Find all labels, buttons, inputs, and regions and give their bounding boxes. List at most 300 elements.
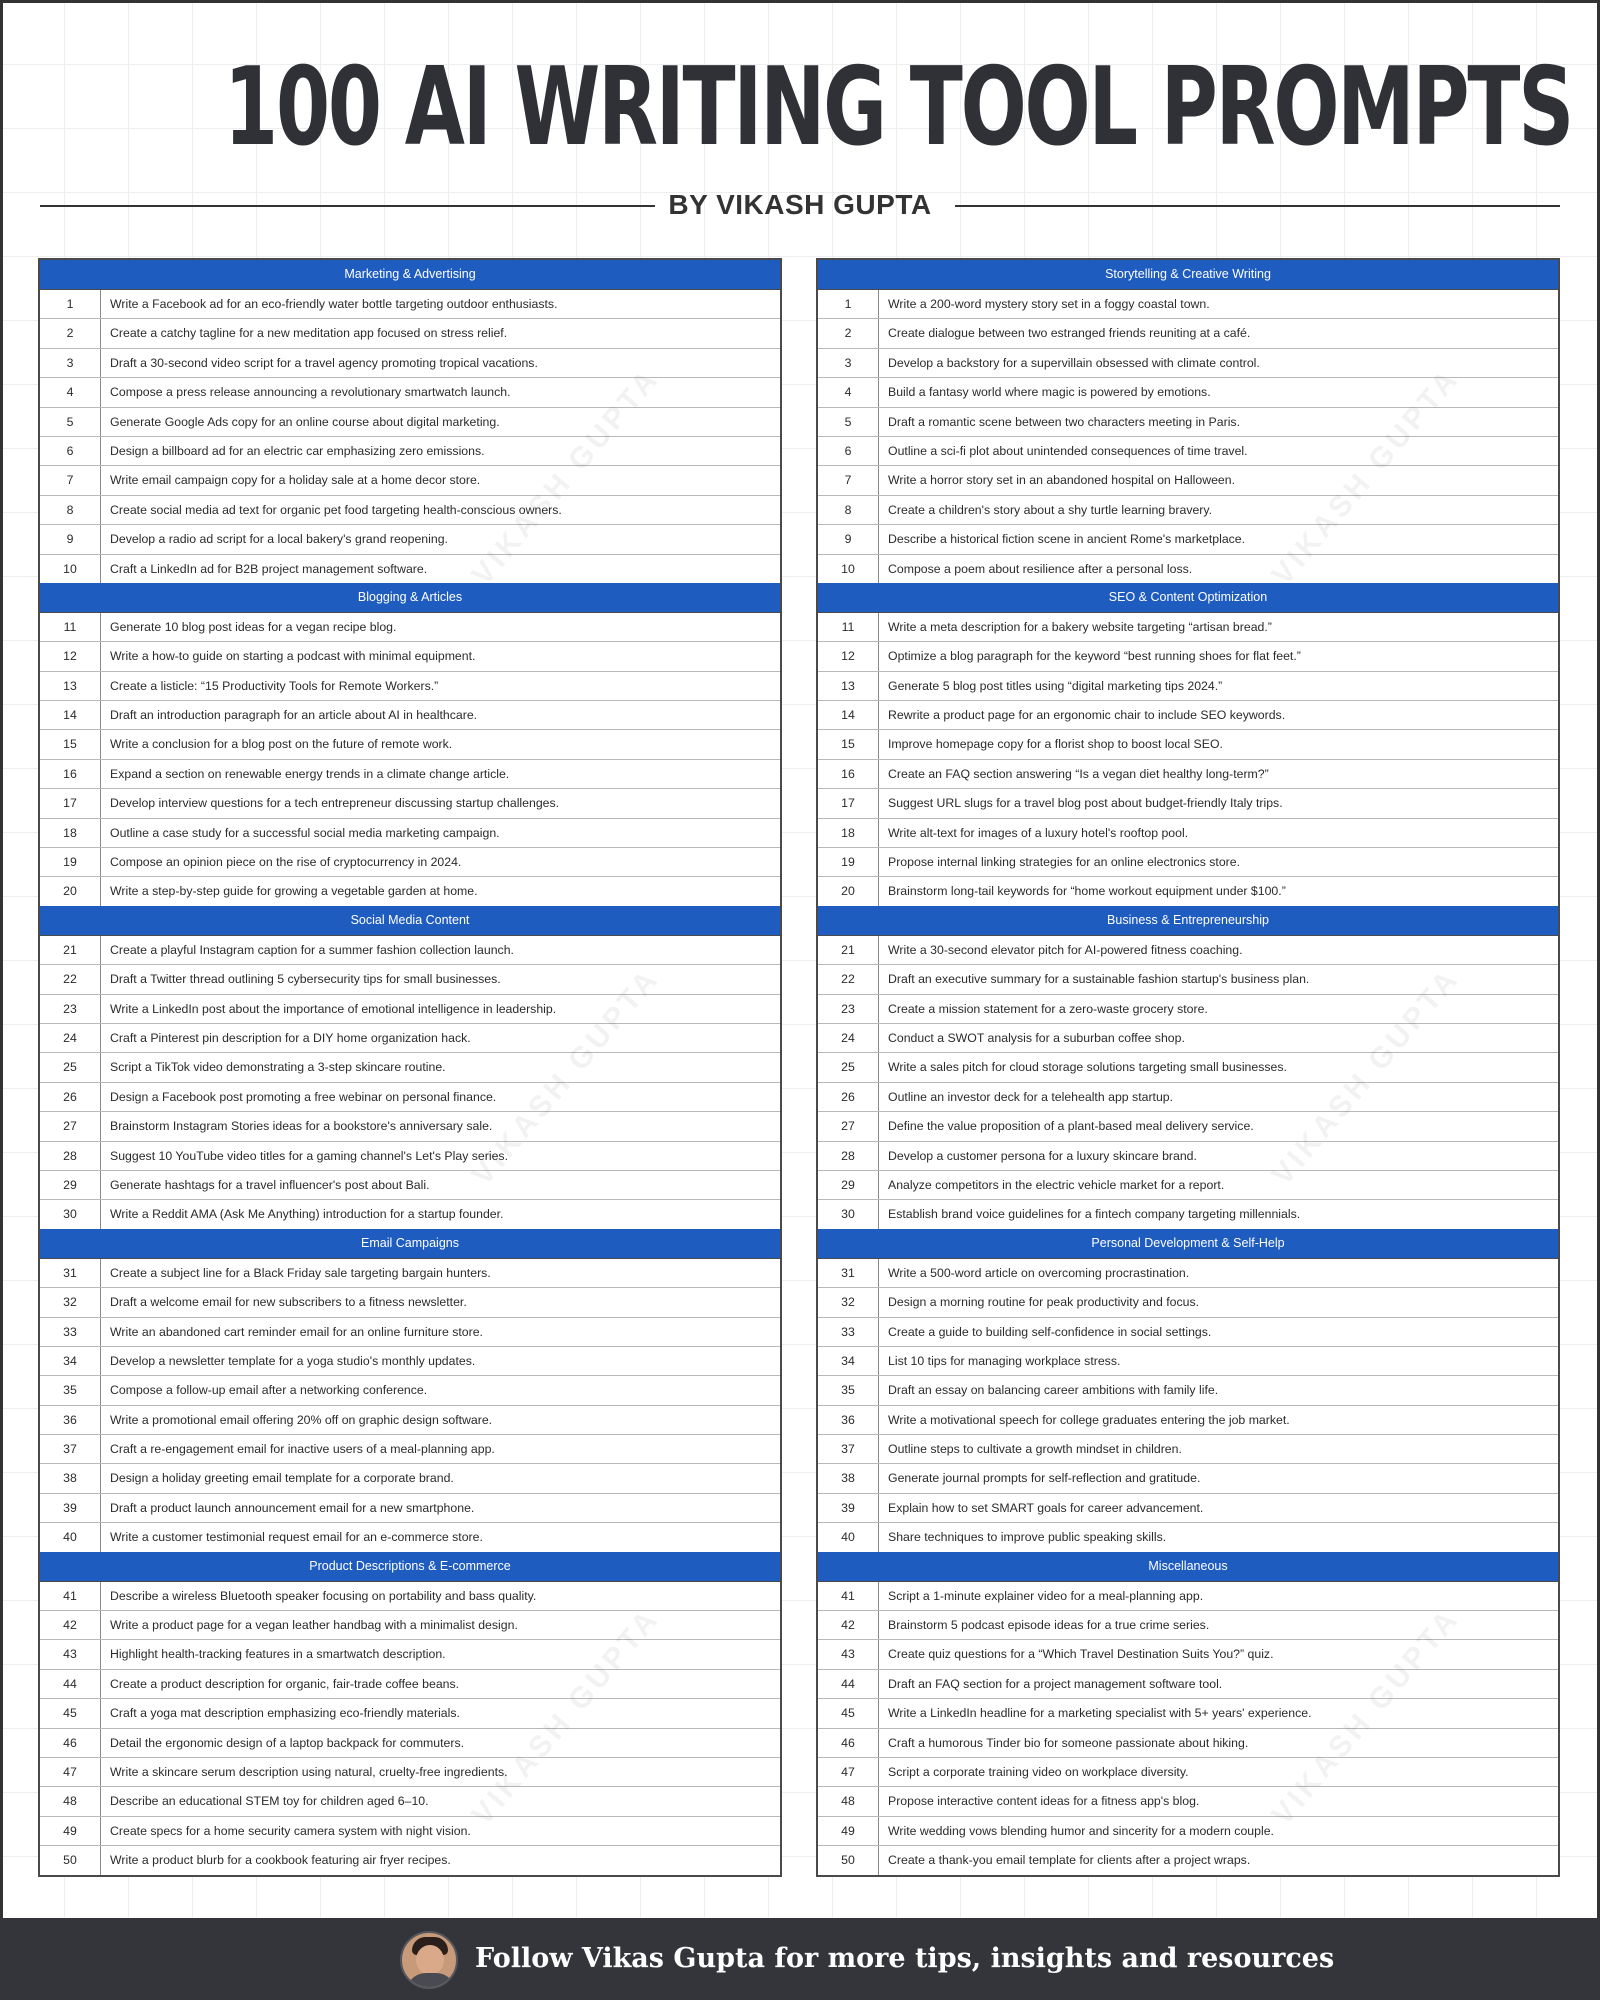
prompt-number: 24 [818, 1024, 879, 1052]
prompt-text: Draft an executive summary for a sustainable fashion startup's business plan. [888, 972, 1310, 987]
prompt-text: Draft a welcome email for new subscribers to a fitness newsletter. [110, 1295, 467, 1310]
prompt-text: Describe an educational STEM toy for children aged 6–10. [110, 1794, 429, 1809]
prompt-number: 29 [40, 1171, 101, 1199]
prompt-row [40, 1317, 780, 1346]
section-header: Storytelling & Creative Writing [818, 260, 1558, 289]
prompt-text: Outline a case study for a successful social media marketing campaign. [110, 825, 500, 840]
prompt-number: 5 [40, 408, 101, 436]
prompt-text: Script a corporate training video on workplace diversity. [888, 1764, 1189, 1779]
byline-rule-right [955, 205, 1560, 207]
prompt-text: Generate hashtags for a travel influencer's post about Bali. [110, 1177, 430, 1192]
prompt-row [818, 1757, 1558, 1786]
prompt-number: 16 [818, 760, 879, 788]
prompt-number: 33 [818, 1318, 879, 1346]
prompt-text: Compose a poem about resilience after a personal loss. [888, 561, 1193, 576]
prompt-text: Create a listicle: “15 Productivity Tools for Remote Workers.” [110, 678, 439, 693]
prompt-number: 20 [40, 877, 101, 905]
prompt-text: Write a meta description for a bakery website targeting “artisan bread.” [888, 619, 1272, 634]
prompt-number: 27 [40, 1112, 101, 1140]
prompt-number: 36 [818, 1406, 879, 1434]
prompt-number: 18 [818, 819, 879, 847]
prompt-number: 29 [818, 1171, 879, 1199]
prompt-number: 8 [40, 496, 101, 524]
left-column-table [38, 258, 782, 1877]
prompt-row [40, 318, 780, 347]
prompt-text: Create an FAQ section answering “Is a vegan diet healthy long-term?” [888, 766, 1269, 781]
prompt-text: Write a product blurb for a cookbook featuring air fryer recipes. [110, 1853, 451, 1868]
prompt-number: 28 [818, 1142, 879, 1170]
prompt-number: 48 [818, 1787, 879, 1815]
prompt-text: Compose a follow-up email after a networking conference. [110, 1383, 428, 1398]
prompt-number: 9 [40, 525, 101, 553]
prompt-number: 7 [40, 466, 101, 494]
prompt-number: 14 [40, 701, 101, 729]
prompt-number: 17 [40, 789, 101, 817]
prompt-row [40, 700, 780, 729]
prompt-row [818, 964, 1558, 993]
prompt-text: Establish brand voice guidelines for a fintech company targeting millennials. [888, 1207, 1301, 1222]
prompt-text: Generate 5 blog post titles using “digital marketing tips 2024.” [888, 678, 1223, 693]
prompt-number: 28 [40, 1142, 101, 1170]
prompt-text: Develop interview questions for a tech entrepreneur discussing startup challenges. [110, 796, 560, 811]
prompt-text: Write alt-text for images of a luxury hotel's rooftop pool. [888, 825, 1189, 840]
prompt-row [818, 377, 1558, 406]
prompt-number: 6 [818, 437, 879, 465]
prompt-number: 31 [40, 1259, 101, 1287]
byline: BY VIKASH GUPTA [668, 189, 932, 220]
prompt-number: 45 [40, 1699, 101, 1727]
prompt-text: Script a 1-minute explainer video for a meal-planning app. [888, 1588, 1204, 1603]
prompt-row [818, 318, 1558, 347]
prompt-text: Write a 500-word article on overcoming procrastination. [888, 1265, 1190, 1280]
prompt-text: Outline a sci-fi plot about unintended consequences of time travel. [888, 443, 1248, 458]
prompt-row [818, 1023, 1558, 1052]
prompt-text: Design a morning routine for peak productivity and focus. [888, 1295, 1200, 1310]
prompt-number: 5 [818, 408, 879, 436]
prompt-row [40, 1082, 780, 1111]
prompt-row [40, 935, 780, 964]
prompt-row [40, 612, 780, 641]
prompt-text: Write a sales pitch for cloud storage solutions targeting small businesses. [888, 1060, 1287, 1075]
prompt-number: 36 [40, 1406, 101, 1434]
prompt-text: Brainstorm long-tail keywords for “home workout equipment under $100.” [888, 884, 1286, 899]
prompt-text: Compose an opinion piece on the rise of cryptocurrency in 2024. [110, 855, 462, 870]
prompt-row [818, 1287, 1558, 1316]
prompt-row [40, 1698, 780, 1727]
section-header: Business & Entrepreneurship [818, 906, 1558, 935]
prompt-text: Design a Facebook post promoting a free webinar on personal finance. [110, 1089, 497, 1104]
prompt-text: Create social media ad text for organic pet food targeting health-conscious owners. [110, 502, 562, 517]
prompt-text: Suggest URL slugs for a travel blog post about budget-friendly Italy trips. [888, 796, 1283, 811]
prompt-row [818, 407, 1558, 436]
section-header: Product Descriptions & E-commerce [40, 1552, 780, 1581]
prompt-number: 31 [818, 1259, 879, 1287]
prompt-number: 43 [40, 1640, 101, 1668]
prompt-text: Design a holiday greeting email template for a corporate brand. [110, 1471, 454, 1486]
prompt-number: 46 [818, 1729, 879, 1757]
avatar[interactable] [400, 1931, 458, 1989]
prompt-number: 37 [40, 1435, 101, 1463]
prompt-text: Create a mission statement for a zero-waste grocery store. [888, 1001, 1208, 1016]
prompt-row [818, 729, 1558, 758]
prompt-number: 34 [40, 1347, 101, 1375]
prompt-number: 33 [40, 1318, 101, 1346]
prompt-number: 15 [40, 730, 101, 758]
prompt-text: Draft an FAQ section for a project management software tool. [888, 1676, 1223, 1691]
prompt-number: 39 [40, 1494, 101, 1522]
prompt-number: 45 [818, 1699, 879, 1727]
prompt-text: Write a motivational speech for college graduates entering the job market. [888, 1412, 1290, 1427]
prompt-row [40, 1639, 780, 1668]
prompt-text: Create quiz questions for a “Which Travel Destination Suits You?” quiz. [888, 1647, 1274, 1662]
prompt-row [818, 1581, 1558, 1610]
prompt-row [40, 1346, 780, 1375]
prompt-text: Write a promotional email offering 20% off on graphic design software. [110, 1412, 493, 1427]
prompt-number: 25 [818, 1053, 879, 1081]
prompt-number: 47 [40, 1758, 101, 1786]
footer-banner [0, 1918, 1600, 2000]
prompt-row [818, 788, 1558, 817]
right-column-table [816, 258, 1560, 1877]
section-header: Personal Development & Self-Help [818, 1229, 1558, 1258]
prompt-number: 18 [40, 819, 101, 847]
prompt-text: Create specs for a home security camera system with night vision. [110, 1823, 471, 1838]
prompt-row [40, 994, 780, 1023]
prompt-number: 27 [818, 1112, 879, 1140]
prompt-row [40, 641, 780, 670]
prompt-text: Draft a 30-second video script for a travel agency promoting tropical vacations. [110, 355, 538, 370]
byline-row [40, 190, 1560, 220]
prompt-text: Create a product description for organic, fair-trade coffee beans. [110, 1676, 460, 1691]
prompt-text: Draft a Twitter thread outlining 5 cybersecurity tips for small businesses. [110, 972, 501, 987]
prompt-number: 2 [818, 319, 879, 347]
prompt-row [818, 495, 1558, 524]
prompt-row [818, 1463, 1558, 1492]
prompt-text: Propose internal linking strategies for an online electronics store. [888, 855, 1241, 870]
prompt-text: Create a playful Instagram caption for a summer fashion collection launch. [110, 942, 514, 957]
prompt-text: Write a product page for a vegan leather handbag with a minimalist design. [110, 1618, 518, 1633]
prompt-row [818, 671, 1558, 700]
prompt-number: 47 [818, 1758, 879, 1786]
prompt-number: 11 [818, 613, 879, 641]
section-header: SEO & Content Optimization [818, 583, 1558, 612]
prompt-row [40, 1023, 780, 1052]
prompt-row [40, 1522, 780, 1551]
prompt-row [40, 524, 780, 553]
prompt-row [40, 876, 780, 905]
prompt-number: 12 [40, 642, 101, 670]
prompt-text: Write a 30-second elevator pitch for AI-powered fitness coaching. [888, 942, 1243, 957]
section-header: Marketing & Advertising [40, 260, 780, 289]
prompt-number: 26 [40, 1083, 101, 1111]
prompt-text: List 10 tips for managing workplace stress. [888, 1353, 1121, 1368]
prompt-text: Highlight health-tracking features in a smartwatch description. [110, 1647, 446, 1662]
prompt-row [40, 554, 780, 583]
prompt-text: Generate journal prompts for self-reflection and gratitude. [888, 1471, 1201, 1486]
prompt-number: 9 [818, 525, 879, 553]
prompt-text: Write a Reddit AMA (Ask Me Anything) introduction for a startup founder. [110, 1207, 504, 1222]
prompt-row [40, 1405, 780, 1434]
prompt-row [818, 1786, 1558, 1815]
prompt-row [40, 964, 780, 993]
prompt-text: Explain how to set SMART goals for career advancement. [888, 1500, 1204, 1515]
prompt-number: 25 [40, 1053, 101, 1081]
prompt-text: Write a horror story set in an abandoned hospital on Halloween. [888, 473, 1236, 488]
prompt-number: 8 [818, 496, 879, 524]
prompt-text: Draft a product launch announcement email for a new smartphone. [110, 1500, 475, 1515]
prompt-text: Craft a Pinterest pin description for a DIY home organization hack. [110, 1030, 471, 1045]
prompt-number: 39 [818, 1494, 879, 1522]
prompt-number: 34 [818, 1347, 879, 1375]
prompt-text: Share techniques to improve public speaking skills. [888, 1530, 1167, 1545]
prompt-number: 50 [40, 1846, 101, 1874]
prompt-row [818, 1610, 1558, 1639]
prompt-row [40, 465, 780, 494]
prompt-row [40, 1199, 780, 1228]
prompt-text: Generate 10 blog post ideas for a vegan recipe blog. [110, 619, 397, 634]
section-header: Blogging & Articles [40, 583, 780, 612]
prompt-number: 35 [40, 1376, 101, 1404]
prompt-text: Write a conclusion for a blog post on the future of remote work. [110, 737, 453, 752]
prompt-text: Design a billboard ad for an electric car emphasizing zero emissions. [110, 443, 485, 458]
prompt-number: 30 [40, 1200, 101, 1228]
prompt-number: 32 [40, 1288, 101, 1316]
prompt-text: Build a fantasy world where magic is powered by emotions. [888, 385, 1211, 400]
prompt-row [818, 1698, 1558, 1727]
prompt-row [818, 524, 1558, 553]
prompt-number: 26 [818, 1083, 879, 1111]
prompt-row [818, 1434, 1558, 1463]
prompt-text: Rewrite a product page for an ergonomic chair to include SEO keywords. [888, 708, 1286, 723]
prompt-number: 44 [40, 1670, 101, 1698]
prompt-text: Write a LinkedIn post about the importance of emotional intelligence in leadership. [110, 1001, 557, 1016]
prompt-number: 22 [40, 965, 101, 993]
prompt-row [40, 1170, 780, 1199]
prompt-row [818, 818, 1558, 847]
prompt-text: Brainstorm 5 podcast episode ideas for a true crime series. [888, 1618, 1210, 1633]
prompt-row [818, 1493, 1558, 1522]
prompt-number: 49 [818, 1817, 879, 1845]
prompt-number: 4 [818, 378, 879, 406]
prompt-text: Write a customer testimonial request email for an e-commerce store. [110, 1530, 483, 1545]
prompt-row [40, 1493, 780, 1522]
prompt-row [40, 1610, 780, 1639]
prompt-text: Optimize a blog paragraph for the keyword “best running shoes for flat feet.” [888, 649, 1301, 664]
section-header: Social Media Content [40, 906, 780, 935]
prompt-text: Create a guide to building self-confidence in social settings. [888, 1324, 1212, 1339]
prompt-text: Craft a re-engagement email for inactive users of a meal-planning app. [110, 1442, 495, 1457]
prompt-number: 40 [40, 1523, 101, 1551]
prompt-number: 12 [818, 642, 879, 670]
prompt-text: Define the value proposition of a plant-based meal delivery service. [888, 1119, 1254, 1134]
prompt-number: 42 [818, 1611, 879, 1639]
prompt-number: 46 [40, 1729, 101, 1757]
prompt-row [40, 847, 780, 876]
prompt-text: Develop a radio ad script for a local bakery's grand reopening. [110, 532, 448, 547]
prompt-number: 43 [818, 1640, 879, 1668]
prompt-text: Write a 200-word mystery story set in a foggy coastal town. [888, 297, 1210, 311]
prompt-row [40, 759, 780, 788]
prompt-number: 6 [40, 437, 101, 465]
prompt-number: 37 [818, 1435, 879, 1463]
prompt-row [818, 700, 1558, 729]
prompt-text: Draft a romantic scene between two characters meeting in Paris. [888, 414, 1240, 429]
prompt-text: Create a children's story about a shy turtle learning bravery. [888, 502, 1213, 517]
prompt-row [40, 1258, 780, 1287]
prompt-text: Create a catchy tagline for a new meditation app focused on stress relief. [110, 326, 508, 341]
prompt-row [818, 759, 1558, 788]
prompt-text: Develop a customer persona for a luxury skincare brand. [888, 1148, 1197, 1163]
prompt-row [818, 1346, 1558, 1375]
prompt-text: Expand a section on renewable energy trends in a climate change article. [110, 766, 510, 781]
prompt-row [818, 1111, 1558, 1140]
prompt-text: Conduct a SWOT analysis for a suburban coffee shop. [888, 1030, 1185, 1045]
prompt-text: Create dialogue between two estranged friends reuniting at a café. [888, 326, 1251, 341]
prompt-row [40, 436, 780, 465]
prompt-text: Compose a press release announcing a revolutionary smartwatch launch. [110, 385, 511, 400]
prompt-row [40, 1757, 780, 1786]
prompt-text: Craft a humorous Tinder bio for someone passionate about hiking. [888, 1735, 1249, 1750]
prompt-row [818, 935, 1558, 964]
prompt-text: Write a how-to guide on starting a podcast with minimal equipment. [110, 649, 476, 664]
prompt-row [818, 1258, 1558, 1287]
prompt-row [818, 1639, 1558, 1668]
section-header: Email Campaigns [40, 1229, 780, 1258]
prompt-number: 24 [40, 1024, 101, 1052]
prompt-text: Describe a historical fiction scene in ancient Rome's marketplace. [888, 532, 1246, 547]
prompt-row [40, 1052, 780, 1081]
prompt-row [40, 1845, 780, 1874]
prompt-number: 10 [40, 555, 101, 583]
prompt-number: 21 [818, 936, 879, 964]
prompt-number: 3 [40, 349, 101, 377]
prompt-number: 14 [818, 701, 879, 729]
prompt-row [818, 1522, 1558, 1551]
prompt-number: 38 [40, 1464, 101, 1492]
prompt-row [818, 1375, 1558, 1404]
prompt-number: 17 [818, 789, 879, 817]
prompt-row [818, 1845, 1558, 1874]
prompt-row [40, 1463, 780, 1492]
prompt-row [40, 407, 780, 436]
prompt-number: 4 [40, 378, 101, 406]
prompt-text: Script a TikTok video demonstrating a 3-step skincare routine. [110, 1060, 446, 1075]
prompt-row [40, 1141, 780, 1170]
prompt-row [818, 1082, 1558, 1111]
prompt-number: 3 [818, 349, 879, 377]
prompt-number: 41 [818, 1582, 879, 1610]
prompt-row [818, 641, 1558, 670]
prompt-text: Create a subject line for a Black Friday sale targeting bargain hunters. [110, 1265, 491, 1280]
prompt-number: 40 [818, 1523, 879, 1551]
prompt-row [40, 348, 780, 377]
section-header: Miscellaneous [818, 1552, 1558, 1581]
prompt-row [818, 1728, 1558, 1757]
prompt-row [818, 465, 1558, 494]
prompt-text: Detail the ergonomic design of a laptop backpack for commuters. [110, 1735, 465, 1750]
prompt-row [40, 1816, 780, 1845]
page-title: 100 AI WRITING TOOL PROMPTS [224, 45, 1573, 170]
prompt-row [40, 1669, 780, 1698]
prompt-number: 1 [40, 290, 101, 318]
prompt-number: 16 [40, 760, 101, 788]
prompt-row [818, 1199, 1558, 1228]
prompt-text: Craft a yoga mat description emphasizing eco-friendly materials. [110, 1706, 460, 1721]
prompt-text: Draft an introduction paragraph for an article about AI in healthcare. [110, 708, 478, 723]
prompt-row [40, 495, 780, 524]
prompt-number: 44 [818, 1670, 879, 1698]
prompt-number: 10 [818, 555, 879, 583]
prompt-number: 23 [40, 995, 101, 1023]
prompt-row [818, 348, 1558, 377]
prompt-row [818, 1170, 1558, 1199]
prompt-text: Brainstorm Instagram Stories ideas for a bookstore's anniversary sale. [110, 1119, 493, 1134]
prompt-text: Describe a wireless Bluetooth speaker focusing on portability and bass quality. [110, 1588, 537, 1603]
prompt-number: 22 [818, 965, 879, 993]
prompt-row [818, 876, 1558, 905]
prompt-number: 15 [818, 730, 879, 758]
prompt-text: Outline steps to cultivate a growth mindset in children. [888, 1442, 1182, 1457]
prompt-row [818, 994, 1558, 1023]
prompt-text: Draft an essay on balancing career ambitions with family life. [888, 1383, 1219, 1398]
prompt-text: Improve homepage copy for a florist shop to boost local SEO. [888, 737, 1223, 752]
footer-text: Follow Vikas Gupta for more tips, insights and resources [475, 1943, 1335, 1974]
prompt-row [40, 1111, 780, 1140]
prompt-number: 21 [40, 936, 101, 964]
prompt-text: Write a LinkedIn headline for a marketing specialist with 5+ years' experience. [888, 1706, 1312, 1721]
prompt-number: 38 [818, 1464, 879, 1492]
prompt-text: Write a step-by-step guide for growing a vegetable garden at home. [110, 884, 478, 899]
prompt-number: 48 [40, 1787, 101, 1815]
prompt-number: 13 [818, 672, 879, 700]
prompt-text: Generate Google Ads copy for an online course about digital marketing. [110, 414, 500, 429]
prompt-row [40, 729, 780, 758]
prompt-number: 32 [818, 1288, 879, 1316]
prompt-row [40, 1728, 780, 1757]
prompt-number: 11 [40, 613, 101, 641]
prompt-row [818, 1141, 1558, 1170]
prompt-text: Write a skincare serum description using natural, cruelty-free ingredients. [110, 1764, 508, 1779]
prompt-text: Propose interactive content ideas for a fitness app's blog. [888, 1794, 1200, 1809]
prompt-row [40, 289, 780, 318]
prompt-row [40, 818, 780, 847]
prompt-row [818, 612, 1558, 641]
prompt-text: Write email campaign copy for a holiday sale at a home decor store. [110, 473, 481, 488]
prompt-row [40, 671, 780, 700]
prompt-row [818, 289, 1558, 318]
prompt-text: Develop a newsletter template for a yoga studio's monthly updates. [110, 1353, 476, 1368]
prompt-text: Write a Facebook ad for an eco-friendly water bottle targeting outdoor enthusiasts. [110, 297, 558, 311]
prompt-number: 1 [818, 290, 879, 318]
prompt-number: 20 [818, 877, 879, 905]
prompt-row [818, 436, 1558, 465]
prompt-number: 19 [40, 848, 101, 876]
prompt-number: 2 [40, 319, 101, 347]
prompt-number: 13 [40, 672, 101, 700]
prompt-row [818, 1317, 1558, 1346]
prompt-row [40, 1786, 780, 1815]
prompt-row [40, 1287, 780, 1316]
prompt-text: Write wedding vows blending humor and sincerity for a modern couple. [888, 1823, 1274, 1838]
prompt-text: Suggest 10 YouTube video titles for a gaming channel's Let's Play series. [110, 1148, 508, 1163]
prompt-row [40, 1581, 780, 1610]
prompt-number: 19 [818, 848, 879, 876]
prompt-row [818, 1052, 1558, 1081]
prompt-number: 30 [818, 1200, 879, 1228]
prompt-number: 50 [818, 1846, 879, 1874]
prompt-row [40, 1375, 780, 1404]
prompt-number: 49 [40, 1817, 101, 1845]
